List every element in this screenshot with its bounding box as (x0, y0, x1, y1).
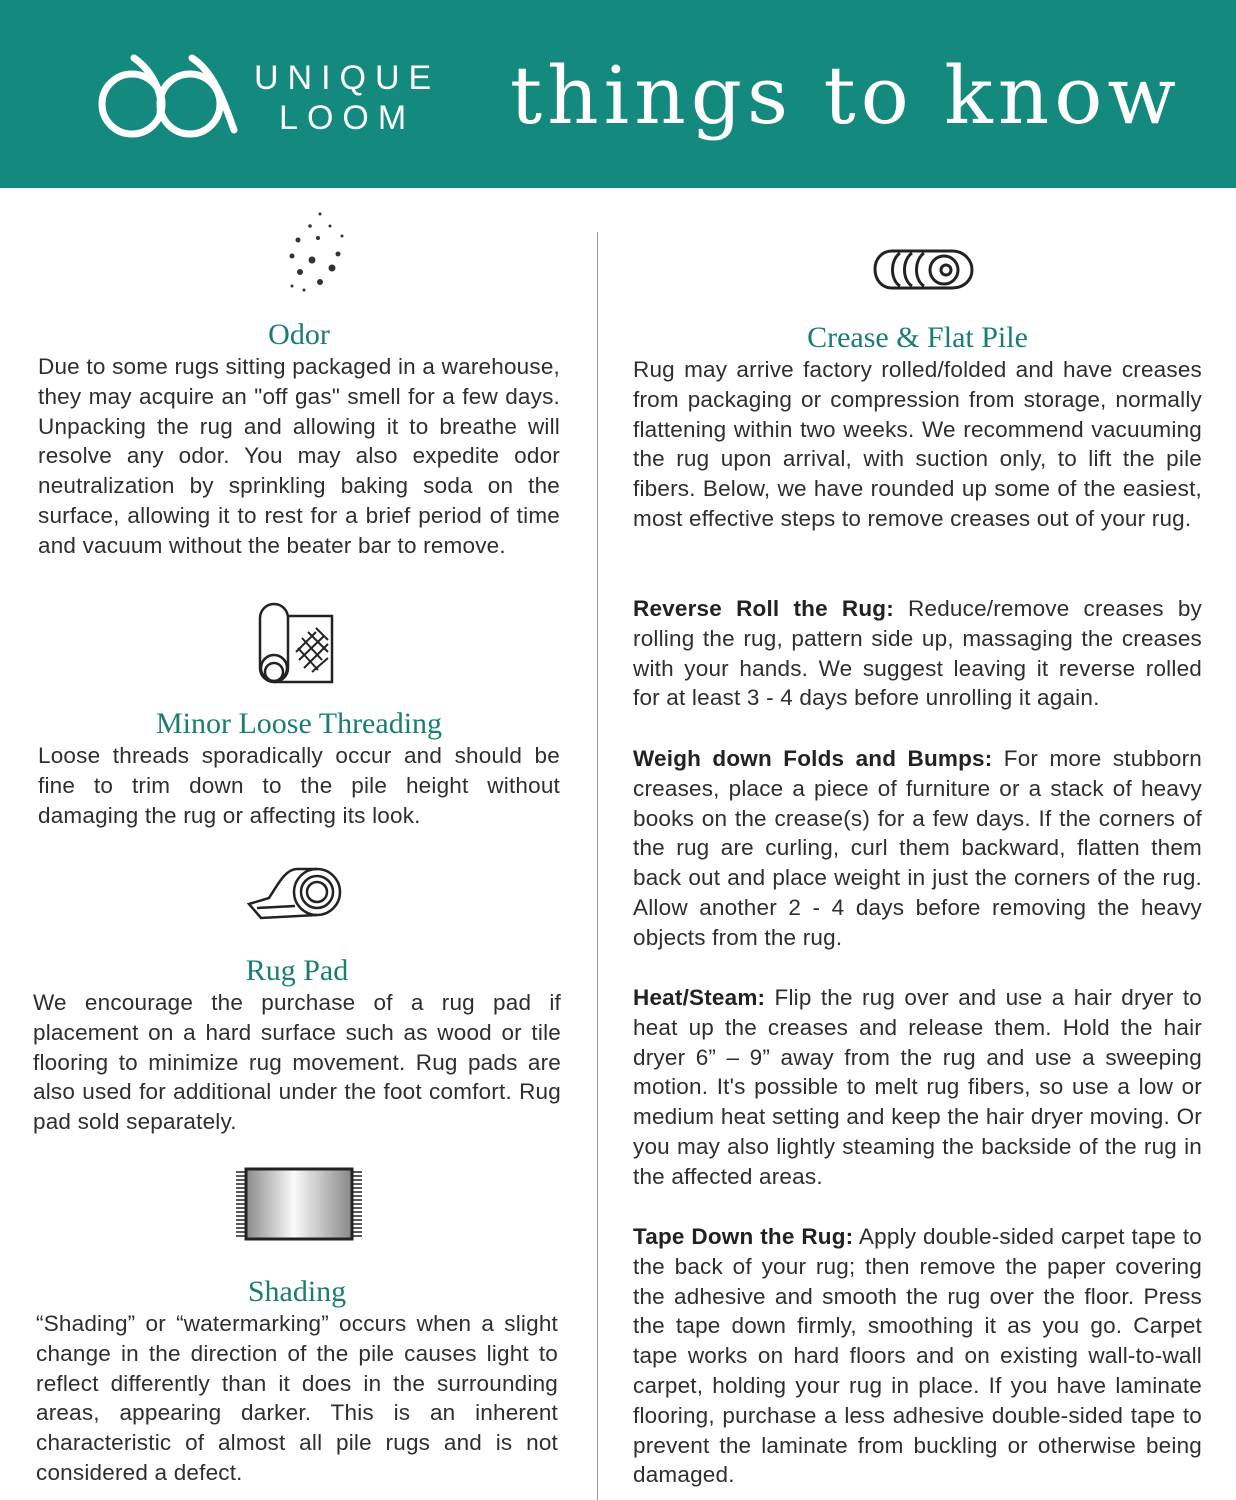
step-label: Reverse Roll the Rug: (633, 596, 894, 621)
header-banner (0, 0, 1236, 188)
page-title: things to know (510, 49, 1181, 142)
scattered-dots-icon (280, 210, 350, 295)
fringed-rug-shading-icon (234, 1166, 364, 1242)
rug-pad-roll-icon (247, 866, 345, 924)
section-crease-flat-pile (633, 321, 1202, 534)
step-text: Reduce/remove creases by rolling the rug, pattern side up, massaging the creases with your hands. We suggest leaving it reverse rolled for at least 3 - 4 days before unrolling it again. (633, 596, 1202, 711)
section-rug-pad (33, 954, 561, 1137)
section-title: Crease & Flat Pile (807, 321, 1028, 354)
section-title: Rug Pad (245, 954, 349, 987)
rolled-rug-crease-icon (872, 248, 974, 290)
step-label: Heat/Steam: (633, 985, 766, 1010)
section-title: Shading (247, 1275, 347, 1308)
step-weigh-down (633, 744, 1202, 953)
step-text: Apply double-sided carpet tape to the back of your rug; then remove the paper covering the adhesive and smooth the rug over the floor. Press the tape down firmly, smoothing it as you go. Carpet tape works on hard floors and on existing wall-to-wall carpet, holding your rug in place. If you have laminate flooring, purchase a less adhesive double-sided tape to prevent the laminate from buckling or otherwise being damaged. (633, 1224, 1202, 1488)
section-odor (38, 318, 560, 561)
section-title: Minor Loose Threading (155, 707, 443, 740)
section-minor-loose-threading (38, 707, 560, 830)
step-reverse-roll (633, 594, 1202, 713)
section-text: Due to some rugs sitting packaged in a warehouse, they may acquire an "off gas" smell for a few days. Unpacking the rug and allowing it to breathe will resolve any odor. You may also expedite odor neutralization by sprinkling baking soda on the surface, allowing it to rest for a brief period of time and vacuum without the beater bar to remove. (38, 354, 560, 558)
brand-line-2: LOOM (279, 99, 416, 137)
section-text: We encourage the purchase of a rug pad if placement on a hard surface such as wood or tile flooring to minimize rug movement. Rug pads are also used for additional under the foot comfort. Rug pad sold separately. (33, 990, 561, 1135)
step-text: Flip the rug over and use a hair dryer to heat up the creases and release them. Hold the hair dryer 6” – 9” away from the rug and use a sweeping motion. It's possible to melt rug fibers, so use a low or medium heat setting and keep the hair dryer moving. Or you may also lightly steaming the backside of the rug in the affected areas. (633, 985, 1202, 1189)
section-title: Odor (268, 318, 330, 351)
step-label: Weigh down Folds and Bumps: (633, 746, 993, 771)
section-text: “Shading” or “watermarking” occurs when a slight change in the direction of the pile causes light to reflect differently than it does in the surrounding areas, appearing darker. This is an inherent characteristic of almost all pile rugs and is not considered a defect. (36, 1311, 558, 1485)
step-label: Tape Down the Rug: (633, 1224, 854, 1249)
brand-name (254, 58, 440, 138)
section-shading (36, 1275, 558, 1488)
brand-line-1: UNIQUE (254, 59, 441, 97)
section-text: Loose threads sporadically occur and should be fine to trim down to the pile height without damaging the rug or affecting its look. (38, 743, 560, 828)
unique-loom-logo-icon (94, 52, 244, 138)
step-text: For more stubborn creases, place a piece of furniture or a stack of heavy books on the crease(s) for a few days. If the corners of the rug are curling, curl them backward, flatten them back out and place weight in just the corners of the rug. Allow another 2 - 4 days before removing the heavy objects from the rug. (633, 746, 1202, 950)
step-heat-steam (633, 983, 1202, 1192)
column-divider (597, 232, 598, 1500)
rolled-rug-threads-icon (256, 602, 336, 684)
step-tape-down (633, 1222, 1202, 1490)
section-intro: Rug may arrive factory rolled/folded and have creases from packaging or compression from storage, normally flattening within two weeks. We recommend vacuuming the rug upon arrival, with suction only, to lift the pile fibers. Below, we have rounded up some of the easiest, most effective steps to remove creases out of your rug. (633, 357, 1202, 531)
